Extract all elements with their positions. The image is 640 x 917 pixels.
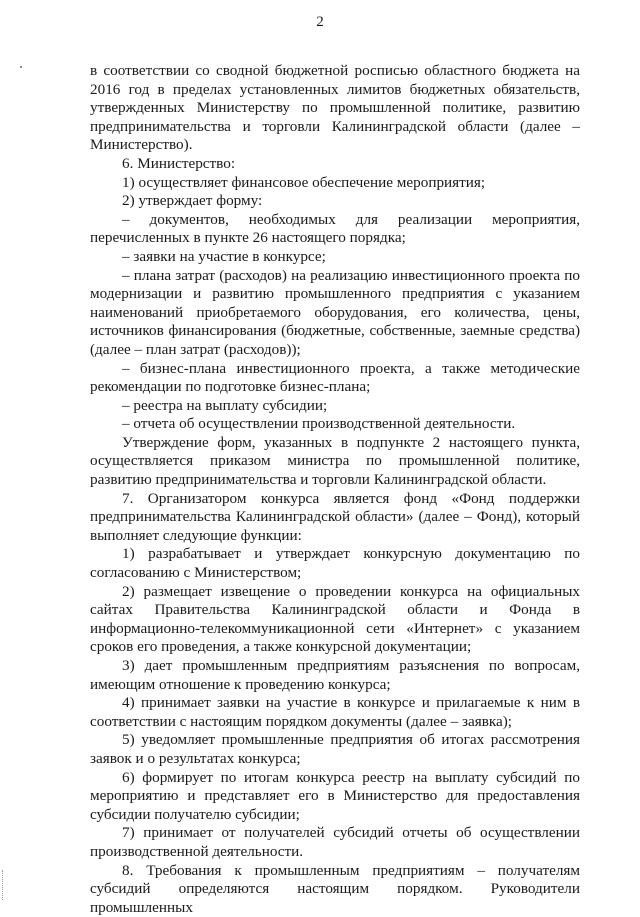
paragraph: – бизнес-плана инвестиционного проекта, а также методические рекомендации по подготовке бизнес-плана; bbox=[90, 359, 580, 396]
page-number: 2 bbox=[316, 14, 324, 30]
paragraph: 3) дает промышленным предприятиям разъяснения по вопросам, имеющим отношение к проведению конкурса; bbox=[90, 657, 580, 693]
paragraph: Утверждение форм, указанных в подпункте 2 настоящего пункта, осуществляется приказом министра по промышленной политике, развитию предпринимательства и торговли Калининградской области. bbox=[90, 433, 580, 489]
margin-mark bbox=[20, 66, 22, 68]
paragraph: – отчета об осуществлении производственной деятельности. bbox=[122, 415, 516, 433]
paragraph: 5) уведомляет промышленные предприятия об итогах рассмотрения заявок и о результатах конкурса; bbox=[90, 731, 580, 767]
paragraph: – документов, необходимых для реализации мероприятия, перечисленных в пункте 26 настоящего порядка; bbox=[90, 210, 580, 247]
paragraph: – плана затрат (расходов) на реализацию инвестиционного проекта по модернизации и развитию промышленного предприятия с указанием наименований приобретаемого оборудования, его количества, цены, источников финансирования (бюджетные, собственные, заемные средства) (далее – план затрат (расходов)); bbox=[90, 266, 580, 358]
paragraph: 6) формирует по итогам конкурса реестр на выплату субсидий по мероприятию и представляет его в Министерство для предоставления субсидии получателю субсидии; bbox=[90, 768, 580, 823]
paragraph: 2) размещает извещение о проведении конкурса на официальных сайтах Правительства Калининградской области и Фонда в информационно-телекоммуникационной сети «Интернет» с указанием сроков его проведения, а также конкурсной документации; bbox=[90, 582, 580, 656]
paragraph: 7. Организатором конкурса является фонд «Фонд поддержки предпринимательства Калининградской области» (далее – Фонд), который выполняет следующие функции: bbox=[90, 489, 580, 544]
paragraph: – заявки на участие в конкурсе; bbox=[122, 247, 326, 265]
paragraph: – реестра на выплату субсидии; bbox=[122, 396, 328, 414]
paragraph: 1) осуществляет финансовое обеспечение мероприятия; bbox=[122, 173, 486, 191]
paragraph: 1) разрабатывает и утверждает конкурсную документацию по согласованию с Министерством; bbox=[90, 545, 580, 582]
paragraph: 7) принимает от получателей субсидий отчеты об осуществлении производственной деятельности. bbox=[90, 824, 580, 860]
paragraph: 4) принимает заявки на участие в конкурсе и прилагаемые к ним в соответствии с настоящим порядком документы (далее – заявка); bbox=[90, 694, 580, 730]
paragraph: 6. Министерство: bbox=[122, 154, 236, 172]
paragraph: в соответствии со сводной бюджетной росписью областного бюджета на 2016 год в пределах установленных лимитов бюджетных обязательств, утвержденных Министерству по промышленной политике, развитию предпринимательства и торговли Калининградской области (далее – Министерство). bbox=[90, 62, 580, 154]
document-body bbox=[90, 62, 580, 917]
paragraph: 8. Требования к промышленным предприятиям – получателям субсидий определяются настоящим порядком. Руководители промышленных bbox=[90, 861, 580, 916]
scan-edge-marks bbox=[2, 870, 4, 900]
paragraph: 2) утверждает форму: bbox=[122, 192, 263, 210]
